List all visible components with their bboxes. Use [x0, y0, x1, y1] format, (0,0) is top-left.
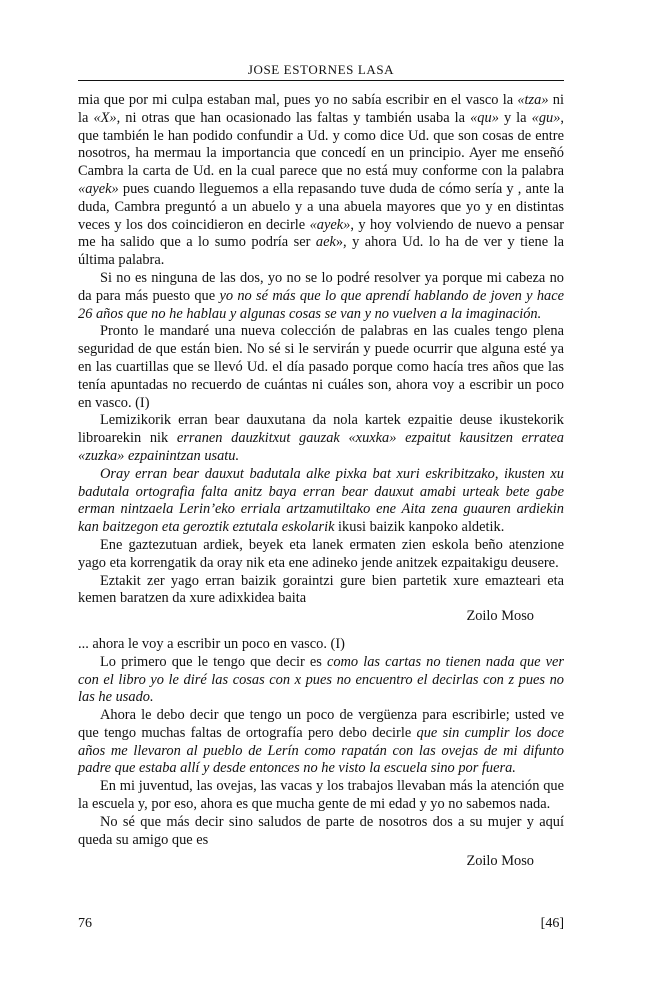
italic-run: «qu»: [470, 109, 499, 126]
text-run: , ni otras que han ocasionado las faltas y también usaba la: [116, 109, 471, 126]
signature: [78, 608, 564, 626]
paragraph: [78, 654, 564, 707]
letter-body: [78, 92, 564, 871]
paragraph: [78, 636, 564, 654]
bracket-page-number: [46]: [540, 916, 564, 931]
text-run: ... ahora le voy a escribir un poco en vasco. (I): [78, 635, 345, 652]
paragraph: [78, 466, 564, 537]
text-run: Ahora le debo decir que tengo un poco de vergüenza para escribirle; usted ve que tengo muchas faltas de ortografía pero debo decirle: [78, 707, 564, 741]
text-run: Zoilo Moso: [466, 608, 534, 625]
text-run: y la: [498, 109, 532, 126]
italic-run: aek: [315, 234, 336, 251]
text-run: Ene gaztezutuan ardiek, beyek eta lanek ermaten zien eskola beño atenzione yago eta korrengatik da oray nik eta ene adineko jende anitzek ezpaitakigu deusere.: [78, 536, 564, 571]
paragraph: [78, 573, 564, 609]
text-run: ikusi baizik kanpoko aldetik.: [334, 519, 505, 536]
text-run: ni la: [78, 92, 564, 126]
text-run: No sé que más decir sino saludos de parte de nosotros dos a su mujer y aquí queda su amigo que es: [78, 813, 564, 848]
paragraph: [78, 270, 564, 323]
italic-run: «ayek»: [309, 216, 351, 233]
italic-run: yo no sé más que lo que aprendí hablando de joven y hace 26 años que no he hablau y algunas cosas se van y no vuelven a la imaginación.: [78, 287, 565, 322]
signature: [78, 853, 564, 871]
italic-run: que sin cumplir los doce años me llevaron al pueblo de Lerín como rapatán con las ovejas de mi difunto padre que estaba allí y desde entonces no he visto la escuela sino por fuera.: [78, 724, 564, 777]
text-run: , que también le han podido confundir a Ud. y como dice Ud. que son cosas de entre nosotros, ha mermau la importancia que concedí en un principio. Ayer me enseñó Cambra la carta de Ud. en la cual parece que no está muy conforme con la palabra: [78, 109, 565, 180]
italic-run: erranen dauzkitxut gauzak «xuxka» ezpaitut kausitzen erratea «zuzka» ezpainintzan usatu.: [78, 430, 564, 464]
header-rule: [78, 80, 564, 81]
page-number: 76: [78, 916, 92, 931]
text-run: mia que por mi culpa estaban mal, pues yo no sabía escribir en el vasco la: [78, 92, 518, 108]
italic-run: Oray erran bear dauxut badutala alke pixka bat xuri eskribitzako, ikusten xu badutala ortografia falta anitz baya erran bear dauxut amabi urteak bete gabe erman nintzaela Lerin’eko erriala artzamutiltako ene Aita zena guauren ardiekin kan baitzegon eta geroztik eztutala eskolarik: [78, 465, 564, 536]
paragraph: [78, 707, 564, 778]
text-run: En mi juventud, las ovejas, las vacas y los trabajos llevaban más la atención que la escuela y, por eso, ahora es que mucha gente de mi edad y yo no sabemos nada.: [78, 778, 564, 813]
text-run: Zoilo Moso: [466, 853, 534, 870]
text-run: Eztakit zer yago erran baizik goraintzi gure bien partetik xure emazteari eta kemen baratzen da xure adixkidea baita: [78, 572, 564, 607]
text-run: pues cuando lleguemos a ella repasando tuve duda de cómo sería y , ante la duda, Cambra preguntó a un abuelo y a una abuela mayores que yo y en distintas veces y los dos coincidieron en decirle: [78, 180, 564, 233]
italic-run: como las cartas no tienen nada que ver con el libro yo le diré las cosas con x pues no encuentro el decirlas con z pues no las he usado.: [78, 653, 564, 706]
italic-run: «gu»: [531, 109, 561, 126]
text-run: », y ahora Ud. lo ha de ver y tiene la última palabra.: [78, 234, 564, 269]
italic-run: «tza»: [517, 92, 549, 108]
paragraph: [78, 778, 564, 814]
paragraph: [78, 92, 564, 270]
running-header: JOSE ESTORNES LASA: [247, 62, 395, 77]
text-run: Lo primero que le tengo que decir es: [100, 653, 327, 670]
paragraph: [78, 814, 564, 850]
italic-run: «X»: [93, 109, 117, 126]
italic-run: «ayek»: [78, 180, 119, 197]
text-run: Pronto le mandaré una nueva colección de palabras en las cuales tengo plena seguridad de que están bien. No sé si le servirán y puede ocurrir que alguna esté ya en las cuartillas que se llevó Ud. el día pasado porque como hacía tres años que las tenía apuntadas no recuerdo de cuántas ni cuáles son, ahora voy a escribir un poco en vasco. (I): [78, 323, 564, 411]
paragraph: [78, 412, 564, 465]
text-run: Lemizikorik erran bear dauxutana da nola kartek ezpaitie deuse ikustekorik libroarekin nik: [78, 412, 564, 447]
paragraph: [78, 537, 564, 573]
text-run: Si no es ninguna de las dos, yo no se lo podré resolver ya porque mi cabeza no da para más puesto que: [78, 269, 564, 304]
paragraph: [78, 323, 564, 412]
text-run: , y hoy volviendo de nuevo a pensar me ha salido que a lo sumo podría ser: [78, 216, 564, 251]
